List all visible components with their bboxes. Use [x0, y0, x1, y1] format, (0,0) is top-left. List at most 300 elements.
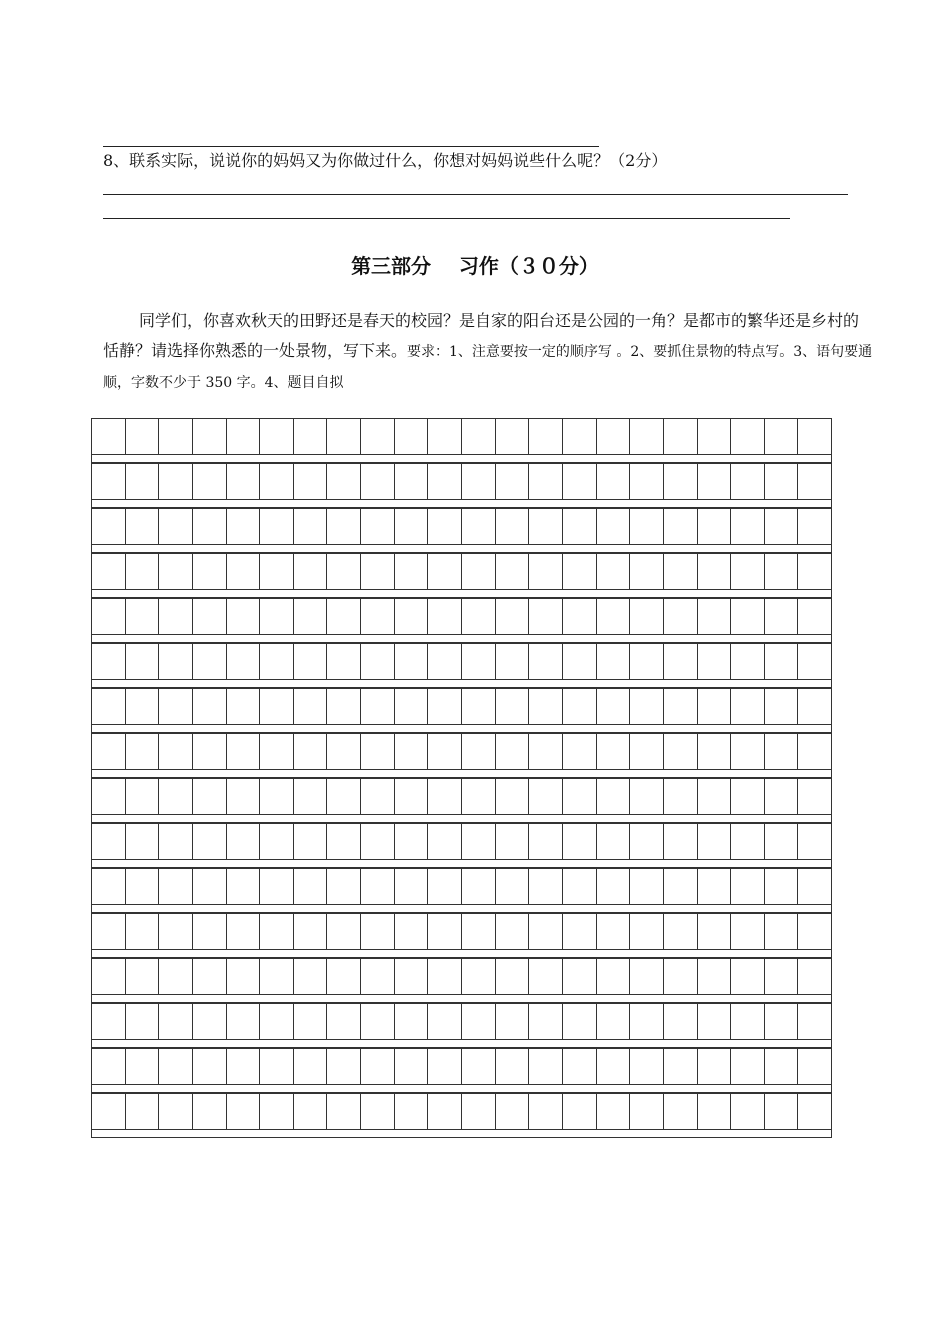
grid-cell[interactable] — [462, 644, 496, 679]
grid-cell[interactable] — [428, 419, 462, 454]
grid-cell[interactable] — [798, 599, 831, 634]
grid-cell[interactable] — [462, 509, 496, 544]
grid-cell[interactable] — [630, 1049, 664, 1084]
grid-cell[interactable] — [227, 464, 261, 499]
grid-cell[interactable] — [630, 869, 664, 904]
grid-cell[interactable] — [798, 419, 831, 454]
grid-cell[interactable] — [92, 1004, 126, 1039]
grid-cell[interactable] — [496, 734, 530, 769]
grid-cell[interactable] — [126, 779, 160, 814]
grid-cell[interactable] — [731, 1094, 765, 1129]
grid-cell[interactable] — [395, 959, 429, 994]
grid-cell[interactable] — [798, 689, 831, 724]
grid-cell[interactable] — [361, 734, 395, 769]
grid-cell[interactable] — [597, 554, 631, 589]
grid-cell[interactable] — [664, 419, 698, 454]
grid-cell[interactable] — [597, 959, 631, 994]
grid-cell[interactable] — [193, 599, 227, 634]
grid-cell[interactable] — [664, 509, 698, 544]
grid-cell[interactable] — [563, 464, 597, 499]
grid-cell[interactable] — [126, 599, 160, 634]
grid-cell[interactable] — [698, 599, 732, 634]
grid-cell[interactable] — [361, 824, 395, 859]
grid-cell[interactable] — [361, 599, 395, 634]
grid-cell[interactable] — [496, 1049, 530, 1084]
grid-cell[interactable] — [294, 1094, 328, 1129]
grid-cell[interactable] — [92, 1094, 126, 1129]
grid-cell[interactable] — [159, 1004, 193, 1039]
grid-cell[interactable] — [496, 689, 530, 724]
grid-cell[interactable] — [664, 554, 698, 589]
grid-cell[interactable] — [193, 734, 227, 769]
grid-cell[interactable] — [664, 689, 698, 724]
grid-cell[interactable] — [630, 509, 664, 544]
grid-cell[interactable] — [462, 779, 496, 814]
grid-cell[interactable] — [563, 419, 597, 454]
answer-line-8b[interactable] — [103, 218, 790, 219]
grid-cell[interactable] — [159, 914, 193, 949]
grid-cell[interactable] — [529, 689, 563, 724]
grid-cell[interactable] — [597, 869, 631, 904]
grid-cell[interactable] — [428, 824, 462, 859]
grid-cell[interactable] — [563, 734, 597, 769]
grid-cell[interactable] — [462, 419, 496, 454]
grid-cell[interactable] — [428, 644, 462, 679]
grid-cell[interactable] — [327, 1094, 361, 1129]
grid-cell[interactable] — [563, 914, 597, 949]
grid-cell[interactable] — [765, 869, 799, 904]
grid-cell[interactable] — [630, 419, 664, 454]
grid-cell[interactable] — [529, 1094, 563, 1129]
grid-cell[interactable] — [327, 689, 361, 724]
grid-cell[interactable] — [227, 554, 261, 589]
grid-cell[interactable] — [159, 869, 193, 904]
grid-cell[interactable] — [462, 599, 496, 634]
grid-cell[interactable] — [428, 734, 462, 769]
grid-cell[interactable] — [563, 1094, 597, 1129]
grid-cell[interactable] — [227, 1094, 261, 1129]
grid-cell[interactable] — [597, 1094, 631, 1129]
grid-cell[interactable] — [798, 1004, 831, 1039]
grid-cell[interactable] — [294, 509, 328, 544]
grid-cell[interactable] — [395, 779, 429, 814]
grid-cell[interactable] — [496, 419, 530, 454]
grid-cell[interactable] — [193, 464, 227, 499]
grid-cell[interactable] — [597, 464, 631, 499]
grid-cell[interactable] — [798, 824, 831, 859]
grid-cell[interactable] — [361, 644, 395, 679]
grid-cell[interactable] — [698, 914, 732, 949]
grid-cell[interactable] — [798, 1049, 831, 1084]
grid-cell[interactable] — [765, 959, 799, 994]
grid-cell[interactable] — [597, 914, 631, 949]
grid-cell[interactable] — [664, 959, 698, 994]
grid-cell[interactable] — [496, 644, 530, 679]
grid-cell[interactable] — [698, 419, 732, 454]
grid-cell[interactable] — [361, 914, 395, 949]
grid-cell[interactable] — [731, 824, 765, 859]
grid-cell[interactable] — [327, 959, 361, 994]
grid-cell[interactable] — [260, 1004, 294, 1039]
grid-cell[interactable] — [765, 914, 799, 949]
grid-cell[interactable] — [159, 599, 193, 634]
grid-cell[interactable] — [395, 419, 429, 454]
grid-cell[interactable] — [126, 1094, 160, 1129]
grid-cell[interactable] — [798, 779, 831, 814]
grid-cell[interactable] — [260, 509, 294, 544]
grid-cell[interactable] — [765, 1094, 799, 1129]
grid-cell[interactable] — [529, 734, 563, 769]
grid-cell[interactable] — [92, 869, 126, 904]
grid-cell[interactable] — [698, 1094, 732, 1129]
grid-cell[interactable] — [698, 869, 732, 904]
grid-cell[interactable] — [92, 1049, 126, 1084]
grid-cell[interactable] — [159, 689, 193, 724]
grid-cell[interactable] — [193, 869, 227, 904]
grid-cell[interactable] — [361, 959, 395, 994]
grid-cell[interactable] — [159, 824, 193, 859]
grid-cell[interactable] — [92, 779, 126, 814]
grid-cell[interactable] — [698, 644, 732, 679]
grid-cell[interactable] — [529, 914, 563, 949]
grid-cell[interactable] — [765, 644, 799, 679]
grid-cell[interactable] — [294, 1004, 328, 1039]
grid-cell[interactable] — [630, 689, 664, 724]
grid-cell[interactable] — [496, 1004, 530, 1039]
grid-cell[interactable] — [227, 914, 261, 949]
grid-cell[interactable] — [765, 779, 799, 814]
grid-cell[interactable] — [294, 914, 328, 949]
grid-cell[interactable] — [529, 509, 563, 544]
grid-cell[interactable] — [664, 644, 698, 679]
grid-cell[interactable] — [731, 779, 765, 814]
grid-cell[interactable] — [327, 734, 361, 769]
grid-cell[interactable] — [395, 644, 429, 679]
grid-cell[interactable] — [798, 554, 831, 589]
grid-cell[interactable] — [294, 824, 328, 859]
grid-cell[interactable] — [294, 599, 328, 634]
grid-cell[interactable] — [597, 419, 631, 454]
grid-cell[interactable] — [597, 509, 631, 544]
grid-cell[interactable] — [798, 914, 831, 949]
grid-cell[interactable] — [731, 914, 765, 949]
grid-cell[interactable] — [529, 464, 563, 499]
grid-cell[interactable] — [159, 1094, 193, 1129]
grid-cell[interactable] — [193, 644, 227, 679]
grid-cell[interactable] — [428, 554, 462, 589]
grid-cell[interactable] — [462, 734, 496, 769]
grid-cell[interactable] — [126, 689, 160, 724]
grid-cell[interactable] — [496, 914, 530, 949]
grid-cell[interactable] — [664, 1049, 698, 1084]
grid-cell[interactable] — [664, 1004, 698, 1039]
grid-cell[interactable] — [529, 554, 563, 589]
grid-cell[interactable] — [462, 914, 496, 949]
grid-cell[interactable] — [159, 419, 193, 454]
grid-cell[interactable] — [798, 509, 831, 544]
grid-cell[interactable] — [731, 644, 765, 679]
grid-cell[interactable] — [731, 959, 765, 994]
grid-cell[interactable] — [462, 959, 496, 994]
grid-cell[interactable] — [327, 1004, 361, 1039]
grid-cell[interactable] — [260, 644, 294, 679]
grid-cell[interactable] — [327, 869, 361, 904]
grid-cell[interactable] — [395, 599, 429, 634]
grid-cell[interactable] — [92, 959, 126, 994]
grid-cell[interactable] — [597, 689, 631, 724]
grid-cell[interactable] — [630, 959, 664, 994]
grid-cell[interactable] — [395, 824, 429, 859]
grid-cell[interactable] — [227, 959, 261, 994]
grid-cell[interactable] — [698, 1004, 732, 1039]
grid-cell[interactable] — [361, 1094, 395, 1129]
grid-cell[interactable] — [294, 464, 328, 499]
answer-line-8a[interactable] — [103, 194, 848, 195]
grid-cell[interactable] — [664, 599, 698, 634]
grid-cell[interactable] — [327, 554, 361, 589]
grid-cell[interactable] — [294, 689, 328, 724]
grid-cell[interactable] — [698, 689, 732, 724]
grid-cell[interactable] — [496, 824, 530, 859]
grid-cell[interactable] — [731, 464, 765, 499]
grid-cell[interactable] — [798, 734, 831, 769]
grid-cell[interactable] — [529, 824, 563, 859]
grid-cell[interactable] — [395, 1004, 429, 1039]
grid-cell[interactable] — [395, 1049, 429, 1084]
grid-cell[interactable] — [193, 1004, 227, 1039]
grid-cell[interactable] — [193, 509, 227, 544]
grid-cell[interactable] — [395, 869, 429, 904]
grid-cell[interactable] — [630, 914, 664, 949]
grid-cell[interactable] — [563, 824, 597, 859]
grid-cell[interactable] — [563, 959, 597, 994]
grid-cell[interactable] — [193, 554, 227, 589]
grid-cell[interactable] — [529, 599, 563, 634]
grid-cell[interactable] — [227, 1049, 261, 1084]
grid-cell[interactable] — [765, 464, 799, 499]
grid-cell[interactable] — [327, 464, 361, 499]
grid-cell[interactable] — [260, 419, 294, 454]
grid-cell[interactable] — [496, 959, 530, 994]
grid-cell[interactable] — [765, 419, 799, 454]
grid-cell[interactable] — [92, 734, 126, 769]
grid-cell[interactable] — [361, 689, 395, 724]
grid-cell[interactable] — [327, 1049, 361, 1084]
grid-cell[interactable] — [361, 464, 395, 499]
grid-cell[interactable] — [563, 779, 597, 814]
grid-cell[interactable] — [765, 554, 799, 589]
grid-cell[interactable] — [227, 599, 261, 634]
grid-cell[interactable] — [327, 599, 361, 634]
grid-cell[interactable] — [496, 554, 530, 589]
grid-cell[interactable] — [126, 959, 160, 994]
grid-cell[interactable] — [227, 869, 261, 904]
grid-cell[interactable] — [126, 419, 160, 454]
grid-cell[interactable] — [193, 779, 227, 814]
grid-cell[interactable] — [395, 689, 429, 724]
grid-cell[interactable] — [260, 689, 294, 724]
grid-cell[interactable] — [126, 554, 160, 589]
grid-cell[interactable] — [361, 869, 395, 904]
grid-cell[interactable] — [395, 1094, 429, 1129]
grid-cell[interactable] — [529, 869, 563, 904]
grid-cell[interactable] — [227, 1004, 261, 1039]
grid-cell[interactable] — [361, 554, 395, 589]
grid-cell[interactable] — [428, 1049, 462, 1084]
grid-cell[interactable] — [529, 959, 563, 994]
grid-cell[interactable] — [563, 1004, 597, 1039]
grid-cell[interactable] — [227, 644, 261, 679]
grid-cell[interactable] — [428, 959, 462, 994]
grid-cell[interactable] — [126, 914, 160, 949]
grid-cell[interactable] — [664, 734, 698, 769]
grid-cell[interactable] — [193, 689, 227, 724]
grid-cell[interactable] — [462, 869, 496, 904]
grid-cell[interactable] — [529, 1049, 563, 1084]
grid-cell[interactable] — [597, 599, 631, 634]
grid-cell[interactable] — [462, 689, 496, 724]
grid-cell[interactable] — [765, 824, 799, 859]
grid-cell[interactable] — [227, 419, 261, 454]
grid-cell[interactable] — [798, 959, 831, 994]
grid-cell[interactable] — [597, 734, 631, 769]
grid-cell[interactable] — [159, 959, 193, 994]
grid-cell[interactable] — [529, 779, 563, 814]
grid-cell[interactable] — [731, 509, 765, 544]
grid-cell[interactable] — [159, 1049, 193, 1084]
grid-cell[interactable] — [193, 914, 227, 949]
grid-cell[interactable] — [227, 734, 261, 769]
grid-cell[interactable] — [159, 464, 193, 499]
grid-cell[interactable] — [327, 419, 361, 454]
grid-cell[interactable] — [731, 869, 765, 904]
grid-cell[interactable] — [294, 644, 328, 679]
grid-cell[interactable] — [765, 1049, 799, 1084]
grid-cell[interactable] — [294, 419, 328, 454]
grid-cell[interactable] — [361, 779, 395, 814]
grid-cell[interactable] — [765, 689, 799, 724]
grid-cell[interactable] — [92, 689, 126, 724]
grid-cell[interactable] — [630, 599, 664, 634]
grid-cell[interactable] — [193, 1094, 227, 1129]
grid-cell[interactable] — [260, 869, 294, 904]
grid-cell[interactable] — [529, 644, 563, 679]
grid-cell[interactable] — [428, 869, 462, 904]
grid-cell[interactable] — [496, 1094, 530, 1129]
grid-cell[interactable] — [698, 734, 732, 769]
grid-cell[interactable] — [395, 464, 429, 499]
grid-cell[interactable] — [92, 464, 126, 499]
grid-cell[interactable] — [563, 599, 597, 634]
grid-cell[interactable] — [126, 1049, 160, 1084]
grid-cell[interactable] — [327, 644, 361, 679]
grid-cell[interactable] — [428, 689, 462, 724]
grid-cell[interactable] — [630, 644, 664, 679]
grid-cell[interactable] — [529, 419, 563, 454]
grid-cell[interactable] — [630, 1094, 664, 1129]
grid-cell[interactable] — [698, 824, 732, 859]
grid-cell[interactable] — [361, 419, 395, 454]
grid-cell[interactable] — [462, 1094, 496, 1129]
grid-cell[interactable] — [630, 554, 664, 589]
grid-cell[interactable] — [765, 734, 799, 769]
grid-cell[interactable] — [698, 464, 732, 499]
grid-cell[interactable] — [260, 1094, 294, 1129]
grid-cell[interactable] — [496, 509, 530, 544]
grid-cell[interactable] — [260, 734, 294, 769]
grid-cell[interactable] — [260, 599, 294, 634]
grid-cell[interactable] — [294, 779, 328, 814]
grid-cell[interactable] — [765, 1004, 799, 1039]
grid-cell[interactable] — [92, 509, 126, 544]
grid-cell[interactable] — [126, 509, 160, 544]
grid-cell[interactable] — [126, 869, 160, 904]
grid-cell[interactable] — [428, 914, 462, 949]
grid-cell[interactable] — [126, 824, 160, 859]
grid-cell[interactable] — [630, 779, 664, 814]
grid-cell[interactable] — [664, 869, 698, 904]
grid-cell[interactable] — [294, 1049, 328, 1084]
grid-cell[interactable] — [664, 1094, 698, 1129]
grid-cell[interactable] — [294, 554, 328, 589]
grid-cell[interactable] — [496, 599, 530, 634]
grid-cell[interactable] — [496, 869, 530, 904]
grid-cell[interactable] — [798, 1094, 831, 1129]
grid-cell[interactable] — [698, 554, 732, 589]
grid-cell[interactable] — [193, 1049, 227, 1084]
grid-cell[interactable] — [664, 824, 698, 859]
grid-cell[interactable] — [227, 509, 261, 544]
grid-cell[interactable] — [664, 464, 698, 499]
grid-cell[interactable] — [227, 824, 261, 859]
grid-cell[interactable] — [260, 464, 294, 499]
grid-cell[interactable] — [92, 824, 126, 859]
grid-cell[interactable] — [227, 779, 261, 814]
grid-cell[interactable] — [126, 464, 160, 499]
grid-cell[interactable] — [193, 419, 227, 454]
grid-cell[interactable] — [731, 599, 765, 634]
grid-cell[interactable] — [361, 1004, 395, 1039]
grid-cell[interactable] — [428, 464, 462, 499]
grid-cell[interactable] — [496, 464, 530, 499]
grid-cell[interactable] — [630, 1004, 664, 1039]
grid-cell[interactable] — [92, 419, 126, 454]
grid-cell[interactable] — [428, 1004, 462, 1039]
grid-cell[interactable] — [327, 914, 361, 949]
grid-cell[interactable] — [193, 824, 227, 859]
grid-cell[interactable] — [798, 869, 831, 904]
grid-cell[interactable] — [428, 509, 462, 544]
grid-cell[interactable] — [294, 959, 328, 994]
grid-cell[interactable] — [126, 644, 160, 679]
grid-cell[interactable] — [92, 644, 126, 679]
grid-cell[interactable] — [563, 509, 597, 544]
grid-cell[interactable] — [92, 599, 126, 634]
grid-cell[interactable] — [92, 554, 126, 589]
grid-cell[interactable] — [462, 554, 496, 589]
grid-cell[interactable] — [395, 509, 429, 544]
grid-cell[interactable] — [327, 509, 361, 544]
grid-cell[interactable] — [798, 644, 831, 679]
grid-cell[interactable] — [731, 1049, 765, 1084]
grid-cell[interactable] — [664, 914, 698, 949]
grid-cell[interactable] — [227, 689, 261, 724]
grid-cell[interactable] — [698, 1049, 732, 1084]
grid-cell[interactable] — [260, 554, 294, 589]
grid-cell[interactable] — [496, 779, 530, 814]
grid-cell[interactable] — [159, 779, 193, 814]
grid-cell[interactable] — [731, 554, 765, 589]
